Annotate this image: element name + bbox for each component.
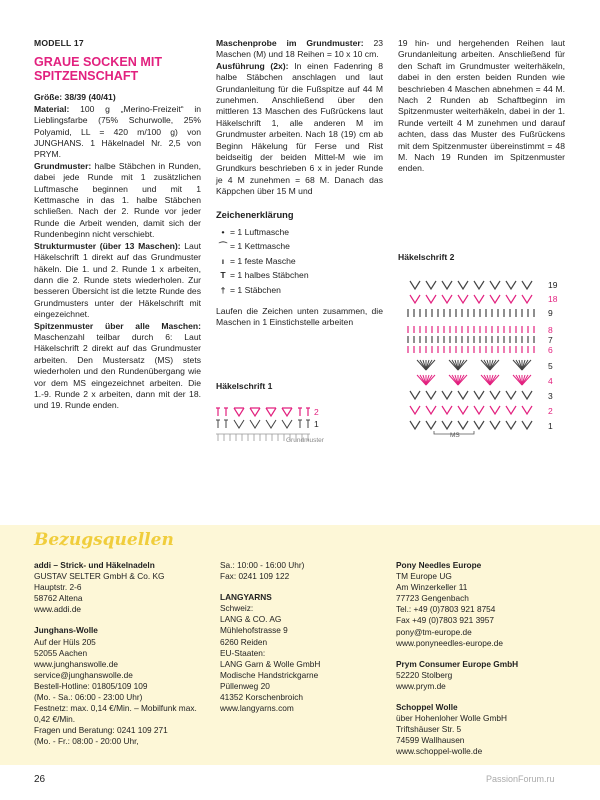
source-line: 0,42 €/Min. bbox=[34, 714, 76, 725]
spacer bbox=[34, 615, 214, 625]
chart2-stitch-row1 bbox=[426, 421, 436, 429]
chart2-stitch-row1 bbox=[522, 421, 532, 429]
source-line: Fragen und Beratung: 0241 109 271 bbox=[34, 725, 168, 736]
legend-symbol: ı bbox=[221, 255, 225, 266]
ausfuehrung-label: Ausführung (2x): bbox=[216, 60, 289, 71]
chart1-stitch bbox=[250, 408, 260, 416]
source-line: Fax: 0241 109 122 bbox=[220, 571, 290, 582]
source-line: LANG Garn & Wolle GmbH bbox=[220, 658, 321, 669]
article-title: GRAUE SOCKEN MIT SPITZENSCHAFT bbox=[34, 55, 163, 84]
source-company-name: Junghans-Wolle bbox=[34, 625, 98, 636]
source-line: www.addi.de bbox=[34, 604, 82, 615]
watermark: PassionForum.ru bbox=[486, 774, 555, 784]
chart2-stitch-row2 bbox=[490, 406, 500, 414]
chart2-title: Häkelschrift 2 bbox=[398, 252, 455, 262]
chart1-grund-label: Grundmuster bbox=[286, 437, 324, 444]
chart2-stitch-row3 bbox=[442, 391, 452, 399]
material-label: Material: bbox=[34, 103, 70, 114]
legend-note: Laufen die Zeichen unten zusammen, die Maschen in 1 Einstichstelle arbeiten bbox=[216, 305, 383, 327]
chart2-stitch-row19 bbox=[442, 281, 452, 289]
chart1-stitch bbox=[298, 408, 302, 416]
source-line: 74599 Wallhausen bbox=[396, 735, 465, 746]
chart2-stitch-row3 bbox=[506, 391, 516, 399]
column-middle bbox=[216, 38, 383, 328]
legend-text: = 1 feste Masche bbox=[230, 255, 296, 266]
source-line: www.junghanswolle.de bbox=[34, 658, 118, 669]
maschenprobe-paragraph bbox=[216, 38, 383, 61]
source-line: 58762 Altena bbox=[34, 593, 83, 604]
source-line: Sa.: 10:00 - 16:00 Uhr) bbox=[220, 560, 305, 570]
strukturmuster-text: Laut Häkelschrift 1 direkt auf das Grundmuster häkeln. Die 1. und 2. Runde 1 x arbeiten, dann die 2. Runde stets wiederholen. Zur besseren Übersicht ist die letzte Runde des Grundmusters unter der Häkelschrift mit eingezeichnet. bbox=[34, 240, 201, 320]
source-line: 77723 Gengenbach bbox=[396, 593, 469, 604]
chart1-diagram bbox=[216, 398, 396, 448]
source-line: Hauptstr. 2-6 bbox=[34, 582, 82, 593]
legend-item bbox=[216, 269, 383, 284]
strukturmuster-label: Strukturmuster (über 13 Maschen): bbox=[34, 240, 181, 251]
source-line: Auf der Hüls 205 bbox=[34, 636, 96, 647]
spacer bbox=[396, 692, 566, 702]
chart2-stitch-row18 bbox=[506, 295, 516, 303]
source-line: (Mo. - Fr.: 08:00 - 20:00 Uhr, bbox=[34, 736, 139, 747]
size-paragraph bbox=[34, 92, 201, 103]
source-line: 6260 Reiden bbox=[220, 636, 268, 647]
source-company-name: Pony Needles Europe bbox=[396, 560, 482, 570]
chart2-stitch-row2 bbox=[474, 406, 484, 414]
sources-col3 bbox=[396, 560, 566, 758]
source-line: Schweiz: bbox=[220, 603, 254, 614]
chart2-stitch-row1 bbox=[506, 421, 516, 429]
source-line: Modische Handstrickgarne bbox=[220, 669, 319, 680]
source-line: www.langyarns.com bbox=[220, 703, 294, 714]
legend-item bbox=[216, 254, 383, 269]
legend-symbol: T bbox=[220, 270, 226, 281]
source-line: www.schoppel-wolle.de bbox=[396, 746, 483, 757]
chart2-stitch-row3 bbox=[458, 391, 468, 399]
chart1-stitch bbox=[234, 408, 244, 416]
chart2-stitch-row19 bbox=[474, 281, 484, 289]
chart2-row-label: 18 bbox=[548, 294, 558, 304]
chart2-stitch-row18 bbox=[442, 295, 452, 303]
chart2-stitch-row18 bbox=[474, 295, 484, 303]
chart1-row2-stitches bbox=[216, 408, 310, 416]
chart2-stitch-row19 bbox=[506, 281, 516, 289]
spitzenmuster-paragraph bbox=[34, 321, 201, 412]
legend-text: = 1 Stäbchen bbox=[230, 284, 281, 295]
grundmuster-text: halbe Stäbchen in Runden, dabei jede Runde mit 1 zusätzlichen Luftmasche beginnen und mit 1 Kettmasche in das 1. halbe Stäbchen schließen. Nach der 2. Runde vor jeder Runde die Arbeit wenden, damit sich der Rundenbeginn nicht verschiebt. bbox=[34, 160, 201, 240]
source-company-name: addi – Strick- und Häkelnadeln bbox=[34, 560, 155, 570]
source-line: Fax +49 (0)7803 921 3957 bbox=[396, 615, 495, 626]
chart2-diagram bbox=[404, 278, 574, 438]
chart2-stitch-row18 bbox=[426, 295, 436, 303]
chart1-stitch bbox=[306, 408, 310, 416]
chart2-row-label: 9 bbox=[548, 308, 553, 318]
spacer bbox=[220, 582, 390, 592]
source-line: Mühlehofstrasse 9 bbox=[220, 625, 288, 636]
page-number: 26 bbox=[34, 774, 46, 785]
source-line: EU-Staaten: bbox=[220, 647, 266, 658]
source-line: Püllenweg 20 bbox=[220, 680, 270, 691]
chart2-stitch-row2 bbox=[506, 406, 516, 414]
chart2-labels bbox=[548, 280, 558, 431]
chart2-stitch-row2 bbox=[458, 406, 468, 414]
chart2-row-label: 5 bbox=[548, 361, 553, 371]
grundmuster-paragraph bbox=[34, 161, 201, 241]
source-line: pony@tm-europe.de bbox=[396, 626, 472, 637]
column-right bbox=[398, 38, 565, 175]
legend-list bbox=[216, 225, 383, 298]
chart2-stitch-row18 bbox=[490, 295, 500, 303]
source-line: (Mo. - Sa.: 06:00 - 23:00 Uhr) bbox=[34, 692, 143, 703]
chart1-stitch bbox=[216, 408, 220, 416]
chart1-row-label: 2 bbox=[314, 407, 319, 417]
chart2-stitch-row19 bbox=[522, 281, 532, 289]
source-line: www.ponyneedles-europe.de bbox=[396, 637, 504, 648]
chart2-row-label: 3 bbox=[548, 391, 553, 401]
chart2-stitch-row2 bbox=[426, 406, 436, 414]
legend-symbol: • bbox=[221, 226, 225, 237]
chart1-stitch bbox=[282, 408, 292, 416]
source-company-name: LANGYARNS bbox=[220, 592, 272, 603]
chart2-stitch-row19 bbox=[458, 281, 468, 289]
source-line: über Hohenloher Wolle GmbH bbox=[396, 713, 507, 724]
column3-text: 19 hin- und hergehenden Reihen laut Grundanleitung arbeiten. Anschließend für den Schaft im Grundmuster weiterhäkeln, dabei in den ersten beiden Runden wie beschrieben 4 Maschen abnehmen = 44 M. Nach 2 Runden ab Schaftbeginn im Spitzenmuster weiterhäkeln, dabei in der 1. Runde verteilt 4 M zunehmen und darauf achten, dass das Muster des Fußrückens mit dem Spitzenmuster übereinstimmt = 48 M. Nach 19 Runden im Spitzenmuster enden. bbox=[398, 38, 565, 174]
source-company-name: Schoppel Wolle bbox=[396, 702, 458, 713]
source-company-name: Prym Consumer Europe GmbH bbox=[396, 658, 519, 669]
source-line: LANG & CO. AG bbox=[220, 614, 282, 625]
chart1-row1-path bbox=[216, 420, 310, 428]
chart2-stitch-row2 bbox=[442, 406, 452, 414]
strukturmuster-paragraph bbox=[34, 241, 201, 321]
source-line: Tel.: +49 (0)7803 921 8754 bbox=[396, 604, 496, 615]
legend-text: = 1 halbes Stäbchen bbox=[230, 270, 309, 281]
chart1-row1-stitches bbox=[216, 420, 310, 428]
chart2-stitch-row3 bbox=[410, 391, 420, 399]
source-line: 52055 Aachen bbox=[34, 647, 88, 658]
chart1-stitch bbox=[224, 408, 228, 416]
chart1-row-label: 1 bbox=[314, 419, 319, 429]
source-line: www.prym.de bbox=[396, 680, 446, 691]
legend-item bbox=[216, 240, 383, 255]
chart2-stitch-row18 bbox=[410, 295, 420, 303]
source-line: Festnetz: max. 0,14 €/Min. – Mobilfunk max. bbox=[34, 703, 197, 714]
chart2-stitch-row3 bbox=[426, 391, 436, 399]
source-line: service@junghanswolle.de bbox=[34, 669, 133, 680]
source-line: Bestell-Hotline: 01805/109 109 bbox=[34, 680, 148, 691]
source-line: Am Winzerkeller 11 bbox=[396, 582, 468, 593]
chart2-stitch-row2 bbox=[410, 406, 420, 414]
source-line: TM Europe UG bbox=[396, 571, 452, 582]
legend-item bbox=[216, 225, 383, 240]
legend-symbol: ⌒ bbox=[218, 241, 228, 252]
sources-col1 bbox=[34, 560, 214, 748]
chart2-row-label: 19 bbox=[548, 280, 558, 290]
chart2-row-label: 8 bbox=[548, 325, 553, 335]
maschenprobe-text: 23 Maschen (M) und 18 Reihen = 10 x 10 cm. bbox=[216, 38, 384, 60]
source-line: 41352 Korschenbroich bbox=[220, 692, 304, 703]
maschenprobe-label: Maschenprobe im Grundmuster: bbox=[216, 38, 364, 48]
column-left bbox=[34, 38, 201, 412]
chart2-stitch-row1 bbox=[410, 421, 420, 429]
ausfuehrung-text: In einen Fadenring 8 halbe Stäbchen anschlagen und laut Grundanleitung für die Fußspitze auf 44 M zunehmen. Anschließend über den mittleren 13 Maschen des Fußrückens laut Häkelschrift 1, alle anderen M im Grundmuster arbeiten. Nach 18 (19) cm ab Beginn Häkelung für Ferse und Rist beidseitig der beiden Mittel-M wie im Grundkurs beschrieben 6 x in jeder Runde je 4 M zunehmen = 68 M. Danach das Käppchen über 15 M und bbox=[216, 60, 383, 197]
chart2-stitch-row1 bbox=[490, 421, 500, 429]
chart2-stitch-row1 bbox=[474, 421, 484, 429]
legend-item bbox=[216, 283, 383, 298]
source-line: Triftshäuser Str. 5 bbox=[396, 724, 462, 735]
chart2-stitch-row19 bbox=[410, 281, 420, 289]
chart2-stitch-row3 bbox=[522, 391, 532, 399]
legend-text: = 1 Luftmasche bbox=[230, 226, 289, 237]
material-paragraph bbox=[34, 104, 201, 161]
legend-title: Zeichenerklärung bbox=[216, 209, 294, 220]
ausfuehrung-paragraph bbox=[216, 61, 383, 198]
chart2-row-label: 2 bbox=[548, 406, 553, 416]
chart2-rows bbox=[408, 281, 534, 434]
chart2-row-label: 4 bbox=[548, 376, 553, 386]
model-label: MODELL 17 bbox=[34, 38, 84, 48]
legend-symbol: † bbox=[220, 284, 226, 295]
chart2-stitch-row1 bbox=[442, 421, 452, 429]
chart2-stitch-row1 bbox=[458, 421, 468, 429]
chart2-row-label: 1 bbox=[548, 421, 553, 431]
chart2-stitch-row18 bbox=[458, 295, 468, 303]
chart2-ms-label: MS bbox=[450, 432, 460, 438]
chart2-stitch-row3 bbox=[474, 391, 484, 399]
sources-col2 bbox=[220, 560, 390, 714]
chart2-stitch-row18 bbox=[522, 295, 532, 303]
chart2-stitch-row2 bbox=[522, 406, 532, 414]
chart1-stitch bbox=[266, 408, 276, 416]
chart2-row-label: 7 bbox=[548, 335, 553, 345]
size-label: Größe: 38/39 (40/41) bbox=[34, 92, 116, 103]
chart2-stitch-row19 bbox=[490, 281, 500, 289]
spitzenmuster-text: Maschenzahl teilbar durch 6: Laut Häkelschrift 2 direkt auf das Grundmuster arbeiten. Den Mustersatz (MS) stets wiederholen und den Rundenübergang wie vor dem MS eingezeichnet arbeiten. Die 1.-9. Runde 2 x arbeiten, dann mit der 18. und 19. Runde enden. bbox=[34, 331, 201, 411]
chart2-row-label: 6 bbox=[548, 345, 553, 355]
chart2-stitch-row3 bbox=[490, 391, 500, 399]
chart2-stitch-row19 bbox=[426, 281, 436, 289]
grundmuster-label: Grundmuster: bbox=[34, 160, 92, 171]
sources-title: Bezugsquellen bbox=[34, 530, 174, 550]
source-line: 52220 Stolberg bbox=[396, 669, 453, 680]
source-line: GUSTAV SELTER GmbH & Co. KG bbox=[34, 571, 165, 582]
spitzenmuster-label: Spitzenmuster über alle Maschen: bbox=[34, 320, 201, 331]
chart1-title: Häkelschrift 1 bbox=[216, 381, 273, 391]
legend-text: = 1 Kettmasche bbox=[230, 241, 290, 252]
material-text: 100 g „Merino-Freizeit“ in Lieblingsfarbe (75% Schurwolle, 25% Polyamid, LL = 420 m/100 g) von JUNGHANS. 1 Häkelnadel Nr. 2,5 von PRYM. bbox=[34, 103, 202, 160]
spacer bbox=[396, 649, 566, 659]
